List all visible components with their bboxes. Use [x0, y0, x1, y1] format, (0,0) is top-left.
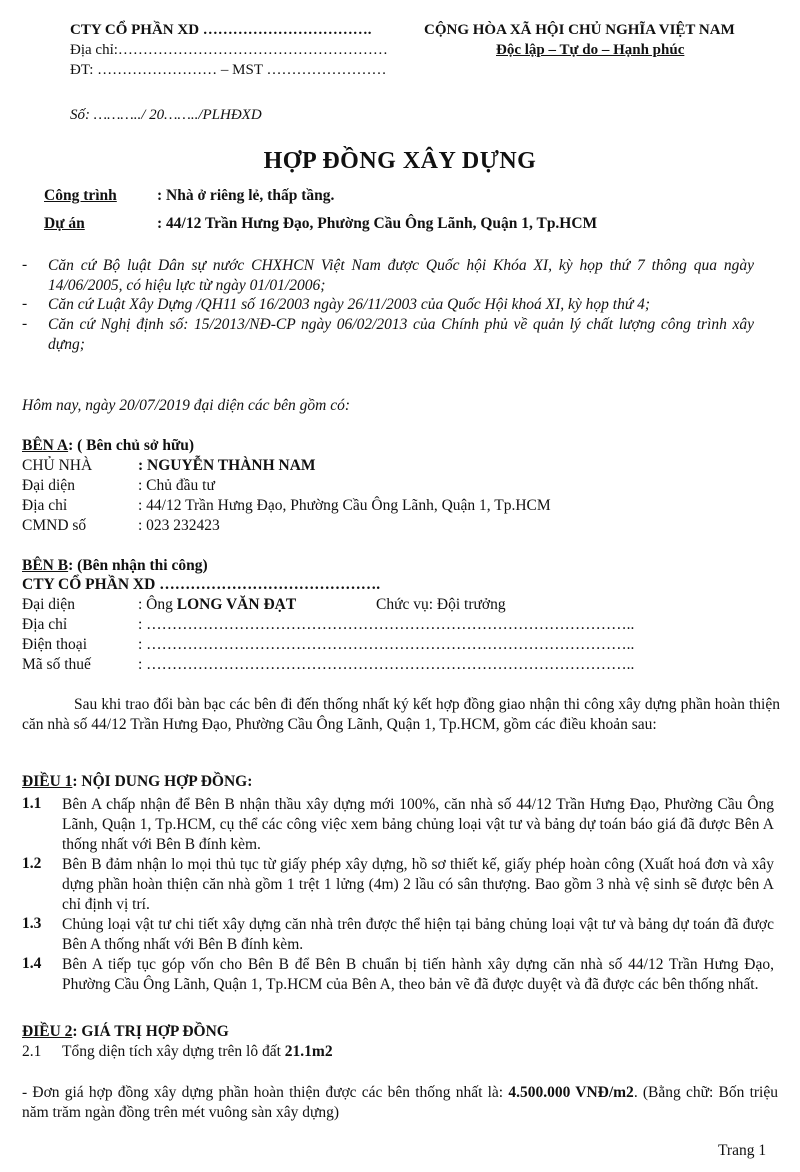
party-a-label: BÊN A — [22, 437, 69, 454]
page-number: Trang 1 — [718, 1142, 767, 1159]
agreement-paragraph: Sau khi trao đổi bàn bạc các bên đi đến thống nhất ký kết hợp đồng giao nhận thi công xây dựng phần hoàn thiện căn nhà số 44/12 Trần Hưng Đạo, Phường Cầu Ông Lãnh, Quận 1, Tp.HCM, gồm các điều khoản sau: — [22, 696, 780, 733]
contract-number: Số: ………../ 20……../PLHĐXD — [70, 107, 262, 123]
work-label: Công trình — [44, 187, 117, 204]
area-label: Tổng diện tích xây dựng trên lô đất — [62, 1043, 285, 1060]
document-title: HỢP ĐỒNG XÂY DỰNG — [263, 148, 537, 174]
company-name: CTY CỔ PHẦN XD ……………………………. — [70, 22, 372, 38]
company-phone-tax: ĐT: …………………… – MST …………………… — [70, 62, 387, 78]
project-label: Dự án — [44, 215, 85, 232]
clause-number: 1.2 — [22, 855, 42, 872]
party-a-row-label: Đại diện — [22, 477, 75, 494]
legal-basis-item: Căn cứ Bộ luật Dân sự nước CHXHCN Việt Nam được Quốc hội Khóa XI, kỳ họp thứ 7 thông qua ngày 14/06/2005, có hiệu lực từ ngày 01/01/2006; — [48, 257, 754, 294]
clause-text — [62, 1043, 333, 1061]
party-b-role: : (Bên nhận thi công) — [68, 557, 208, 574]
bullet-dash: - — [22, 315, 28, 332]
clause-number: 1.4 — [22, 955, 42, 972]
party-b-row-value: : ………………………………………………………………………………….. — [138, 636, 635, 653]
party-b-label: BÊN B — [22, 557, 69, 574]
legal-basis-item: Căn cứ Nghị định số: 15/2013/NĐ-CP ngày 06/02/2013 của Chính phủ về quản lý chất lượng công trình xây dựng; — [48, 316, 754, 353]
party-b-heading — [22, 557, 208, 575]
party-a-owner-name: : NGUYỄN THÀNH NAM — [138, 457, 316, 474]
rep-prefix: : Ông — [138, 596, 177, 613]
article-1-label: ĐIỀU 1 — [22, 773, 73, 790]
party-a-heading — [22, 437, 194, 455]
party-b-representative — [138, 596, 296, 614]
clause-text: Chủng loại vật tư chi tiết xây dựng căn nhà trên được thể hiện tại bảng chủng loại vật tư và bảng dự toán đã được Bên A thống nhất với Bên B đính kèm. — [62, 916, 774, 953]
article-2-title: : GIÁ TRỊ HỢP ĐỒNG — [72, 1023, 229, 1040]
article-1-title: : NỘI DUNG HỢP ĐỒNG: — [72, 773, 253, 790]
party-b-row-value: : ………………………………………………………………………………….. — [138, 616, 635, 633]
clause-number: 1.3 — [22, 915, 42, 932]
party-b-company: CTY CỔ PHẦN XD ……………………………………. — [22, 576, 381, 593]
legal-basis-item: Căn cứ Luật Xây Dựng /QH11 số 16/2003 ngày 26/11/2003 của Quốc Hội khoá XI, kỳ họp thứ 4; — [48, 296, 651, 313]
company-address: Địa chỉ:……………………………………………… — [70, 42, 388, 58]
clause-number: 1.1 — [22, 795, 42, 812]
clause-text: Bên B đảm nhận lo mọi thủ tục từ giấy phép xây dựng, hồ sơ thiết kế, giấy phép hoàn công (Xuất hoá đơn và xây dựng phần hoàn thiện căn nhà gồm 1 trệt 1 lửng (4m) 2 lầu có sân thượng. Bao gồm 3 nhà vệ sinh sẽ được bên A chỉ định vị trí. — [62, 856, 774, 913]
unit-price-suffix: . (Bằng chữ: Bốn triệu năm trăm ngàn đồng trên mét vuông sàn xây dựng) — [22, 1084, 778, 1121]
party-a-row-label: CMND số — [22, 517, 87, 534]
rep-name: LONG VĂN ĐẠT — [176, 596, 297, 613]
area-value: 21.1m2 — [284, 1043, 333, 1060]
article-2-label: ĐIỀU 2 — [22, 1023, 73, 1040]
party-b-row-label: Điện thoại — [22, 636, 87, 653]
party-b-row-label: Mã số thuế — [22, 656, 91, 673]
bullet-dash: - — [22, 256, 28, 273]
unit-price-value: 4.500.000 VNĐ/m2 — [508, 1084, 634, 1101]
party-a-row-label: CHỦ NHÀ — [22, 457, 93, 474]
national-motto: Độc lập – Tự do – Hạnh phúc — [496, 42, 685, 58]
clause-number: 2.1 — [22, 1043, 42, 1060]
party-b-row-label: Địa chỉ — [22, 616, 68, 633]
intro-line: Hôm nay, ngày 20/07/2019 đại diện các bên gồm có: — [22, 397, 351, 414]
bullet-dash: - — [22, 295, 28, 312]
article-2-heading — [22, 1023, 229, 1041]
party-b-row-label: Đại diện — [22, 596, 75, 613]
party-a-row-value: : Chủ đầu tư — [138, 477, 215, 494]
party-a-row-label: Địa chỉ — [22, 497, 68, 514]
party-a-row-value: : 44/12 Trần Hưng Đạo, Phường Cầu Ông Lãnh, Quận 1, Tp.HCM — [138, 497, 551, 514]
rep-position: Chức vụ: Đội trưởng — [376, 596, 506, 613]
country-name: CỘNG HÒA XÃ HỘI CHỦ NGHĨA VIỆT NAM — [424, 22, 735, 38]
work-value: : Nhà ở riêng lẻ, thấp tầng. — [157, 187, 335, 204]
party-a-row-value: : 023 232423 — [138, 517, 220, 534]
clause-text: Bên A chấp nhận để Bên B nhận thầu xây dựng mới 100%, căn nhà số 44/12 Trần Hưng Đạo, Phường Cầu Ông Lãnh, Quận 1, Tp.HCM, cụ thể các công việc xem bảng chủng loại vật tư và bảng dự toán báo giá đã được Bên A thống nhất với Bên B đính kèm. — [62, 796, 774, 853]
project-value: : 44/12 Trần Hưng Đạo, Phường Cầu Ông Lãnh, Quận 1, Tp.HCM — [157, 215, 598, 232]
unit-price-paragraph — [22, 1083, 778, 1123]
unit-price-prefix: - Đơn giá hợp đồng xây dựng phần hoàn thiện được các bên thống nhất là: — [22, 1084, 509, 1101]
clause-text: Bên A tiếp tục góp vốn cho Bên B để Bên B chuẩn bị tiến hành xây dựng căn nhà số 44/12 Trần Hưng Đạo, Phường Cầu Ông Lãnh, Quận 1, Tp.HCM của Bên A, theo bản vẽ đã được duyệt và đã được các bên thống nhất. — [62, 956, 774, 993]
article-1-heading — [22, 773, 252, 791]
party-a-role: : ( Bên chủ sở hữu) — [68, 437, 195, 454]
party-b-row-value: : ………………………………………………………………………………….. — [138, 656, 635, 673]
